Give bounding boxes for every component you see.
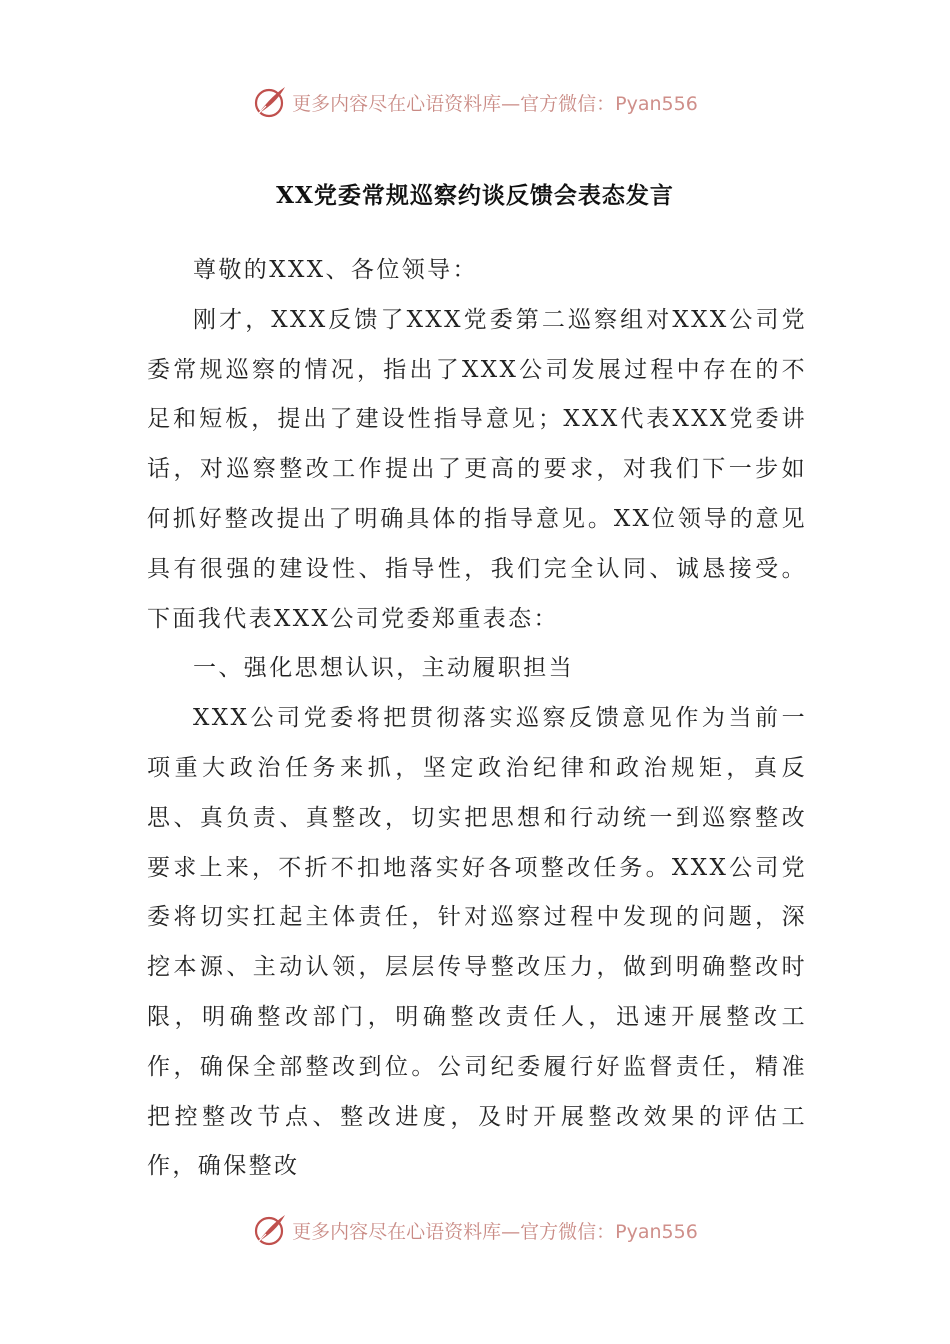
document-body [147,246,807,1192]
watermark-text: 更多内容尽在心语资料库—官方微信：Pyan556 [292,1220,698,1243]
quill-logo-icon [252,1212,288,1248]
quill-logo-icon [252,84,288,120]
footer-watermark [0,1210,950,1250]
document-title: XX党委常规巡察约谈反馈会表态发言 [276,182,674,209]
body-paragraph: XXX公司党委将把贯彻落实巡察反馈意见作为当前一项重大政治任务来抓，坚定政治纪律和政治规矩，真反思、真负责、真整改，切实把思想和行动统一到巡察整改要求上来，不折不扣地落实好各项整改任务。XXX公司党委将切实扛起主体责任，针对巡察过程中发现的问题，深挖本源、主动认领，层层传导整改压力，做到明确整改时限，明确整改部门，明确整改责任人，迅速开展整改工作，确保全部整改到位。公司纪委履行好监督责任，精准把控整改节点、整改进度，及时开展整改效果的评估工作，确保整改 [147,705,807,1180]
section-heading: 一、强化思想认识，主动履职担当 [193,655,574,682]
watermark-text: 更多内容尽在心语资料库—官方微信：Pyan556 [292,92,698,115]
body-paragraph: 刚才，XXX反馈了XXX党委第二巡察组对XXX公司党委常规巡察的情况，指出了XXX公司发展过程中存在的不足和短板，提出了建设性指导意见；XXX代表XXX党委讲话，对巡察整改工作提出了更高的要求，对我们下一步如何抓好整改提出了明确具体的指导意见。XX位领导的意见具有很强的建设性、指导性，我们完全认同、诚恳接受。下面我代表XXX公司党委郑重表态： [147,306,807,632]
header-watermark [0,82,950,122]
salutation-paragraph: 尊敬的XXX、各位领导： [193,257,478,283]
